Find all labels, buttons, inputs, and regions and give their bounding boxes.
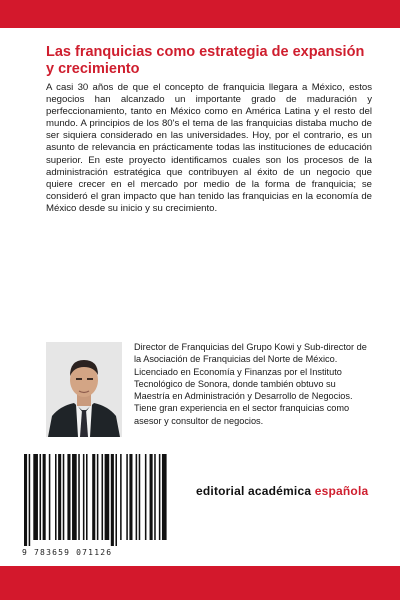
barcode-bar xyxy=(78,454,80,540)
barcode-bar xyxy=(49,454,51,540)
barcode-bar xyxy=(105,454,110,540)
barcode-bar xyxy=(129,454,132,540)
barcode-bar xyxy=(126,454,128,540)
book-title: Las franquicias como estrategia de expansión y crecimiento xyxy=(46,44,365,77)
barcode-bar xyxy=(86,454,88,540)
barcode-bar xyxy=(136,454,138,540)
barcode-bar xyxy=(162,454,167,540)
barcode-bar xyxy=(102,454,104,540)
barcode-bar xyxy=(29,454,31,546)
barcode-bar xyxy=(111,454,114,546)
barcode-number: 9 783659 071126 xyxy=(22,548,113,557)
barcode-bar xyxy=(72,454,77,540)
barcode-bar xyxy=(40,454,42,540)
barcode-bar xyxy=(154,454,156,540)
barcode-bar xyxy=(63,454,65,540)
barcode-bar xyxy=(83,454,85,540)
barcode-bar xyxy=(67,454,70,540)
author-bio: Director de Franquicias del Grupo Kowi y Sub-director de la Asociación de Franquicias del Norte de México. Licenciado en Economía y Finanzas por el Instituto Tecnológico de Sonora, donde también obtuvo su Maestría en Administración y Desarrollo de Negocios. Tiene gran experiencia en el sector franquicias como asesor y consultor de negocios. xyxy=(134,342,367,426)
barcode-bar xyxy=(97,454,99,540)
barcode-bar xyxy=(115,454,117,546)
book-summary: A casi 30 años de que el concepto de franquicia llegara a México, estos negocios han alcanzado un importante grado de maduración y perfeccionamiento, tanto en México como en América Latina y el resto del mundo. A principios de los 80's el tema de las franquicias distaba mucho de ser siquiera considerado en las universidades. Hoy, por el contrario, es un asunto de relevancia en prácticamente todas las instituciones de educación superior. En este proyecto identificamos cuales son los procesos de la administración estratégica que contribuyen al éxito de un negocio que quiere crecer en el mercado por medio de la forma de franquicia; se consideró el gran impacto que han tenido las franquicias en la economía de México desde su inicio y su crecimiento. xyxy=(46,82,372,214)
barcode-bar xyxy=(150,454,153,540)
barcode-bar xyxy=(92,454,95,540)
top-color-bar xyxy=(0,0,400,28)
barcode-bar xyxy=(139,454,141,540)
barcode-bar xyxy=(24,454,27,546)
barcode-bar xyxy=(43,454,46,540)
publisher-name: editorial académica xyxy=(196,484,312,498)
barcode-bar xyxy=(33,454,38,540)
barcode-bars xyxy=(20,450,170,546)
barcode-bar xyxy=(55,454,57,540)
barcode-bar xyxy=(159,454,161,540)
publisher-logo xyxy=(196,484,368,498)
barcode-bar xyxy=(145,454,147,540)
barcode-bar xyxy=(120,454,122,540)
publisher-name-accent: española xyxy=(314,484,369,498)
author-photo xyxy=(46,342,122,437)
bottom-color-bar xyxy=(0,566,400,600)
barcode-bar xyxy=(58,454,61,540)
